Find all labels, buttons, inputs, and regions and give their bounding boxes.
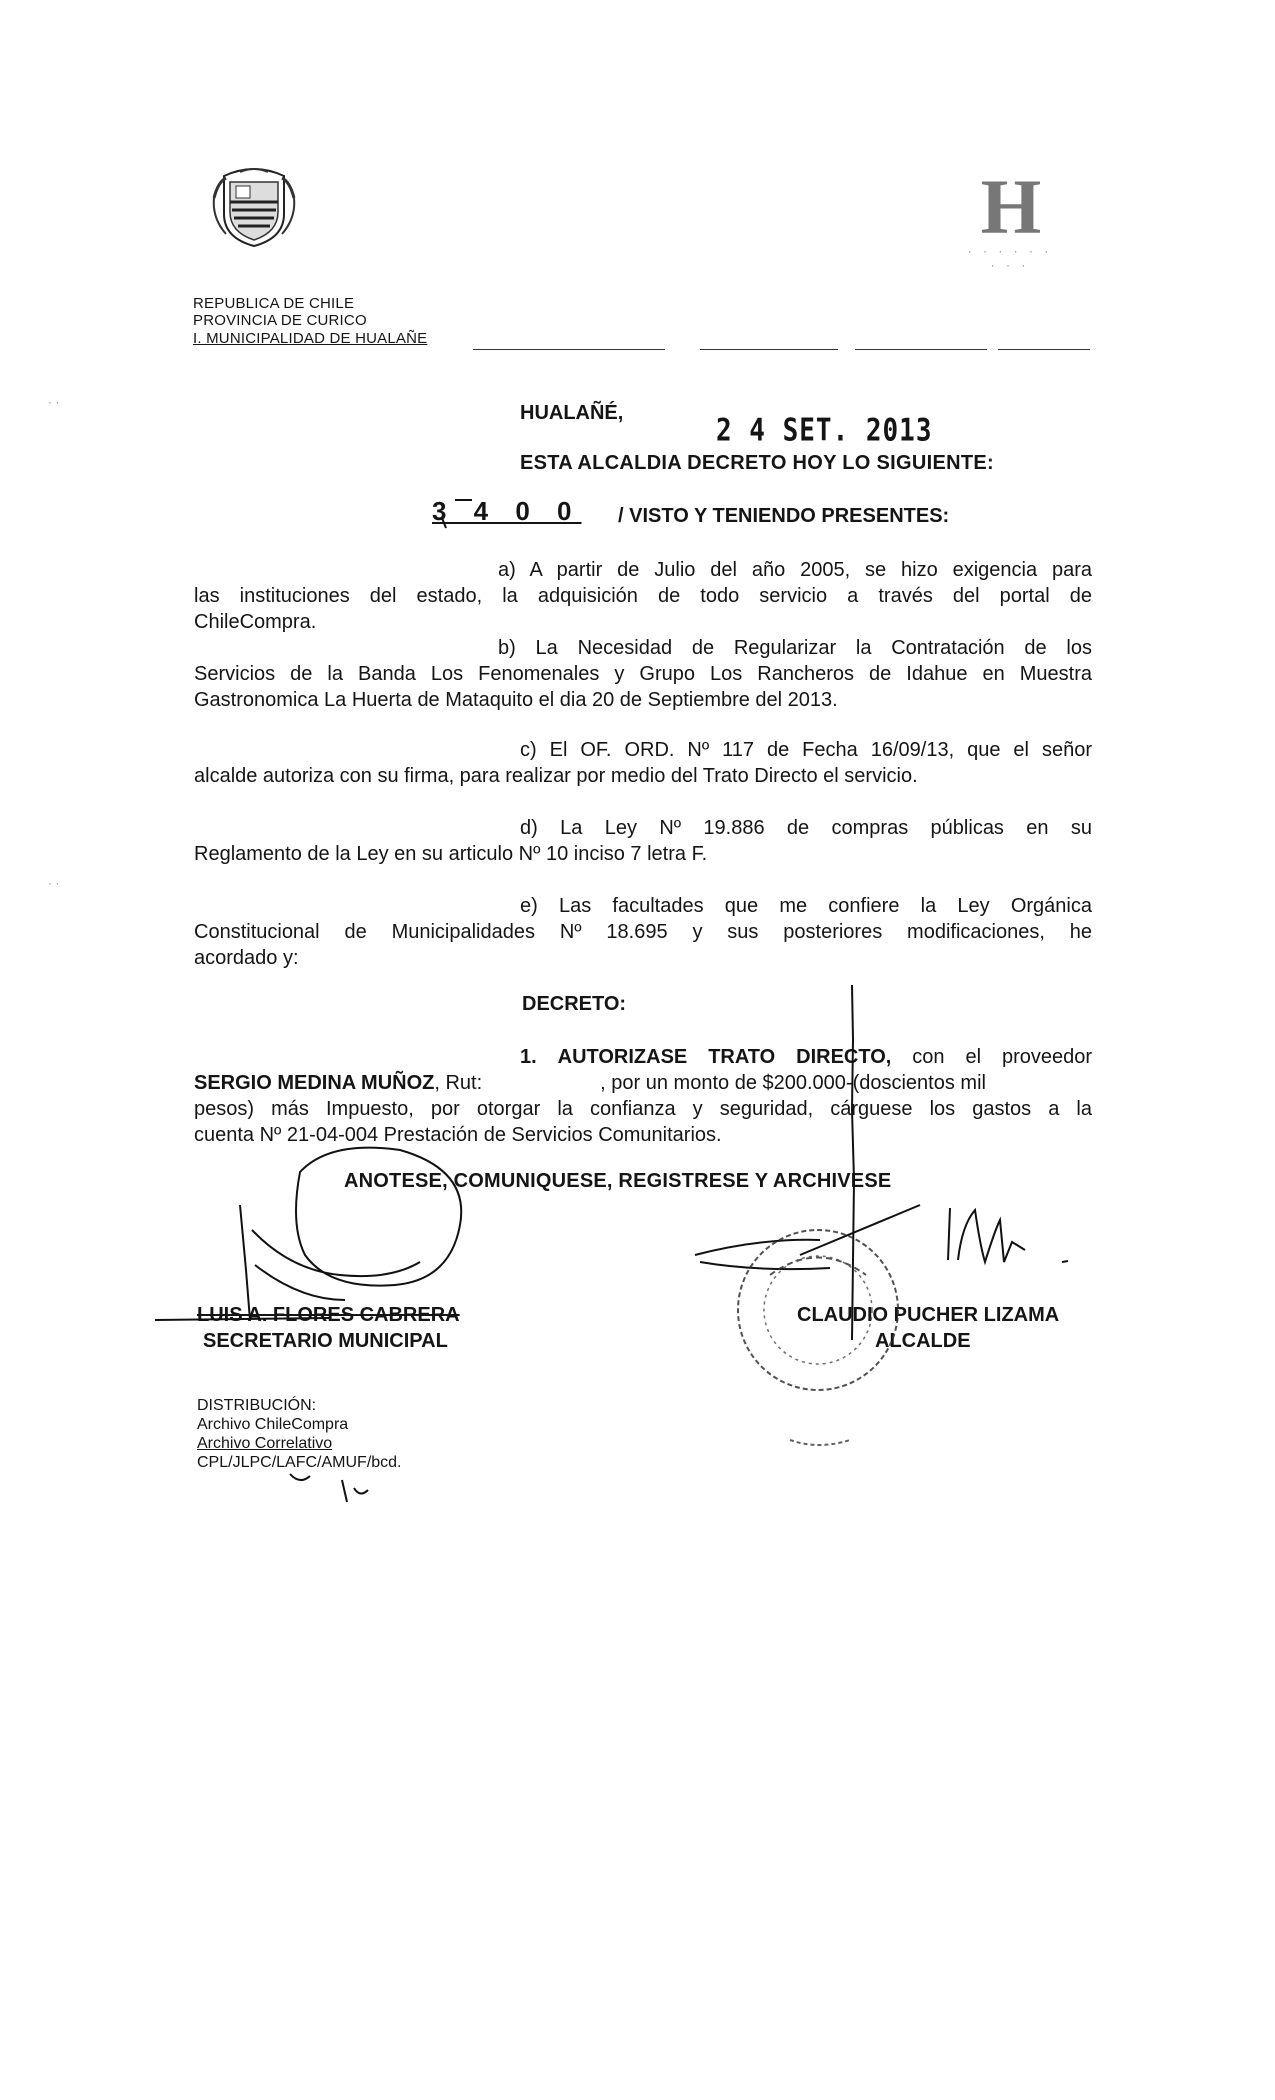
secretary-name: LUIS A. FLORES CABRERA xyxy=(197,1304,460,1326)
official-seal xyxy=(738,1230,898,1445)
header-rule xyxy=(855,349,987,350)
date-stamp: 2 4 SET. 2013 xyxy=(716,413,933,449)
header-rule xyxy=(998,349,1090,350)
place-name: HUALAÑÉ, xyxy=(520,402,624,424)
margin-mark: · · xyxy=(48,395,60,409)
decree-intro: ESTA ALCALDIA DECRETO HOY LO SIGUIENTE: xyxy=(520,452,994,474)
closing-formula: ANOTESE, COMUNIQUESE, REGISTRESE Y ARCHIVESE xyxy=(344,1170,892,1192)
header-rule xyxy=(473,349,665,350)
mayor-title: ALCALDE xyxy=(875,1330,971,1352)
article-1: 1. AUTORIZASE TRATO DIRECTO, con el proveedor SERGIO MEDINA MUÑOZ, Rut: , por un monto de $200.000-(doscientos mil pesos) más Impuesto, por otorgar la confianza y seguridad, cárguese los gastos a la cuenta Nº 21-04-004 Prestación de Servicios Comunitarios. xyxy=(194,1046,1093,1146)
decree-number-stamp: 3 4 0 0 xyxy=(432,496,582,526)
consideration-a: a) A partir de Julio del año 2005, se hizo exigencia para las instituciones del estado, la adquisición de todo servicio a través del portal de ChileCompra. xyxy=(194,559,1092,633)
consideration-e: e) Las facultades que me confiere la Ley Orgánica Constitucional de Municipalidades Nº 18.695 y sus posteriores modificaciones, he acordado y: xyxy=(194,895,1092,969)
decreto-heading: DECRETO: xyxy=(522,993,627,1015)
consideration-b: b) La Necesidad de Regularizar la Contratación de los Servicios de la Banda Los Fenomenales y Grupo Los Rancheros de Idahue en Muestra Gastronomica La Huerta de Mataquito el dia 20 de Septiembre del 2013. xyxy=(194,637,1092,711)
consideration-d: d) La Ley Nº 19.886 de compras públicas en su Reglamento de la Ley en su articulo Nº 10 inciso 7 letra F. xyxy=(194,817,1092,865)
municipal-coat-of-arms xyxy=(210,168,298,248)
margin-mark: · · xyxy=(48,876,60,890)
visto-heading: / VISTO Y TENIENDO PRESENTES: xyxy=(618,505,950,527)
mayor-name: CLAUDIO PUCHER LIZAMA xyxy=(797,1304,1060,1326)
header-province: PROVINCIA DE CURICO xyxy=(193,312,367,329)
institution-logo: H · · · · · · · · · xyxy=(967,163,1053,272)
header-municipality: I. MUNICIPALIDAD DE HUALAÑE xyxy=(193,330,428,347)
distribution-list: DISTRIBUCIÓN: Archivo ChileCompra Archivo Correlativo CPL/JLPC/LAFC/AMUF/bcd. xyxy=(197,1397,402,1471)
provider-name: SERGIO MEDINA MUÑOZ xyxy=(194,1072,435,1094)
header-rule xyxy=(700,349,838,350)
consideration-c: c) El OF. ORD. Nº 117 de Fecha 16/09/13, que el señor alcalde autoriza con su firma, para realizar por medio del Trato Directo el servicio. xyxy=(194,739,1092,787)
secretary-title: SECRETARIO MUNICIPAL xyxy=(203,1330,448,1352)
header-republic: REPUBLICA DE CHILE xyxy=(193,295,355,312)
